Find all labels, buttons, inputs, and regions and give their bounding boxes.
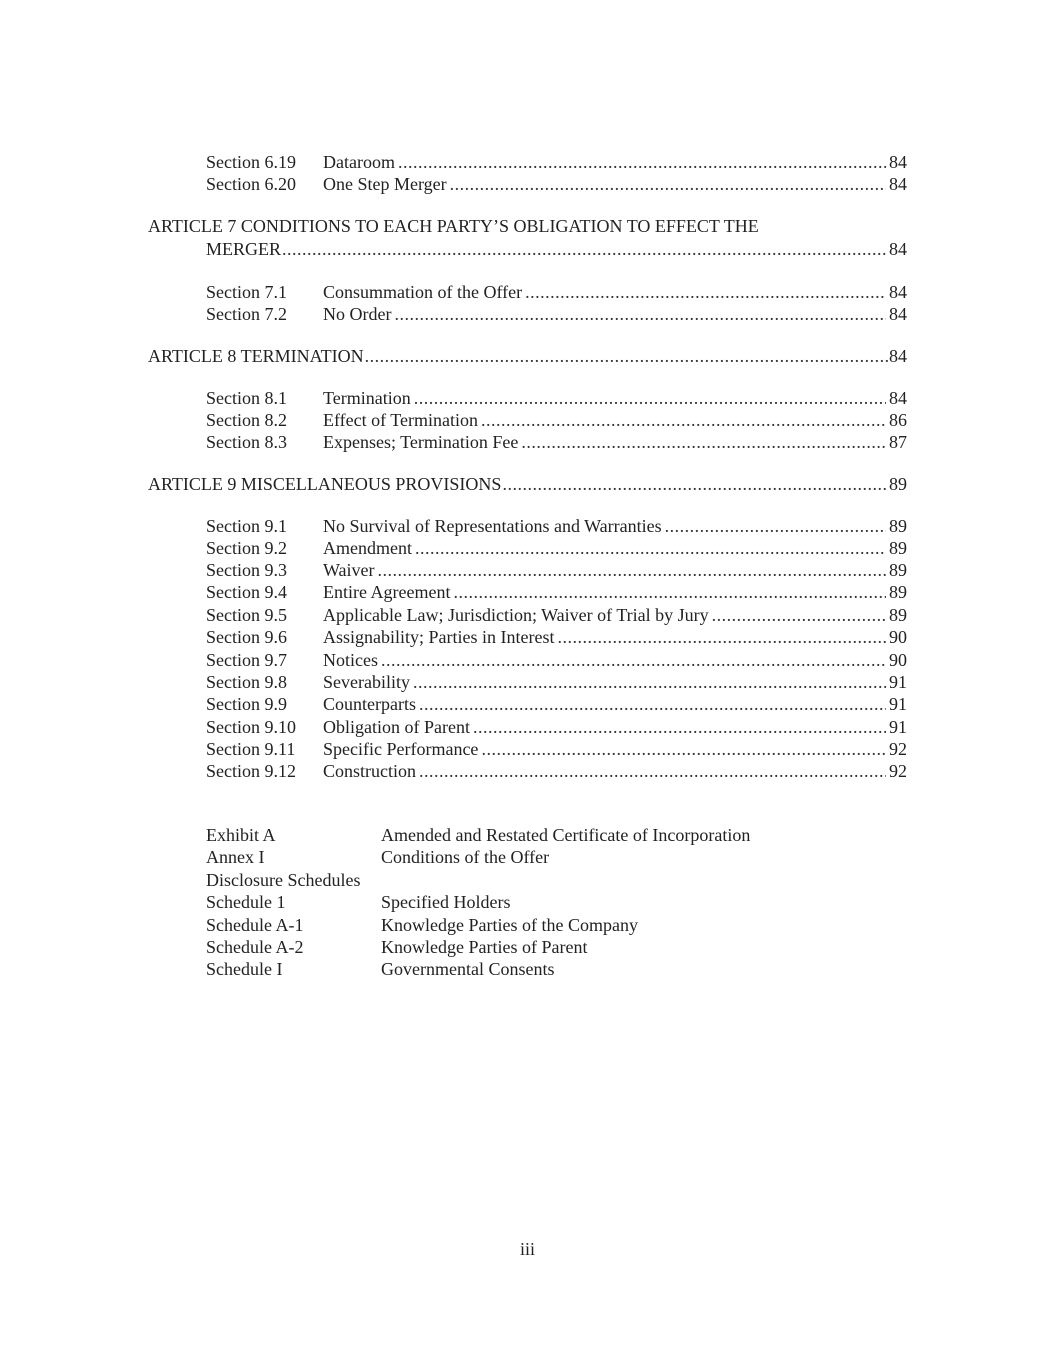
section-title: Notices (323, 650, 378, 670)
toc-entry[interactable] (206, 303, 907, 325)
section-number: Section 9.5 (206, 605, 287, 625)
section-title: Assignability; Parties in Interest (323, 627, 555, 647)
section-title: Construction (323, 761, 416, 781)
section-number: Section 7.1 (206, 282, 287, 302)
schedule-description[interactable]: Specified Holders (381, 892, 511, 912)
page-number: 89 (889, 516, 907, 536)
toc-entry[interactable] (206, 693, 907, 715)
section-number: Section 6.19 (206, 152, 296, 172)
page-number: 89 (889, 582, 907, 602)
section-title: One Step Merger (323, 174, 447, 194)
article-9-heading[interactable] (148, 473, 907, 495)
schedule-description[interactable]: Knowledge Parties of Parent (381, 937, 588, 957)
section-title: Dataroom (323, 152, 395, 172)
dot-leader (525, 281, 886, 303)
toc-entry[interactable] (206, 151, 907, 173)
section-title: Termination (323, 388, 411, 408)
dot-leader (419, 760, 886, 782)
toc-entry[interactable] (206, 409, 907, 431)
section-number: Section 9.1 (206, 516, 287, 536)
article-8-heading[interactable] (148, 345, 907, 367)
dot-leader (557, 626, 886, 648)
dot-leader (282, 238, 888, 260)
toc-entry[interactable] (206, 559, 907, 581)
section-number: Section 9.4 (206, 582, 287, 602)
dot-leader (473, 716, 886, 738)
page-number-footer: iii (519, 1239, 535, 1259)
toc-entry[interactable] (206, 738, 907, 760)
dot-leader (481, 409, 886, 431)
dot-leader (481, 738, 886, 760)
page-number: 84 (889, 304, 907, 324)
section-title: Effect of Termination (323, 410, 479, 430)
section-title: No Survival of Representations and Warranties (323, 516, 662, 536)
section-number: Section 9.12 (206, 761, 296, 781)
dot-leader (419, 693, 886, 715)
section-title: Obligation of Parent (323, 717, 470, 737)
dot-leader (414, 387, 886, 409)
page-number: 84 (889, 239, 907, 259)
toc-entry[interactable] (206, 281, 907, 303)
page-number: 84 (889, 152, 907, 172)
toc-entry[interactable] (206, 537, 907, 559)
page-number: 89 (889, 605, 907, 625)
toc-entry[interactable] (206, 649, 907, 671)
dot-leader (665, 515, 886, 537)
schedule-label: Schedule A-1 (206, 915, 304, 935)
dot-leader (394, 303, 886, 325)
toc-entry[interactable] (206, 431, 907, 453)
dot-leader (415, 537, 886, 559)
section-number: Section 8.3 (206, 432, 287, 452)
section-number: Section 9.11 (206, 739, 296, 759)
section-number: Section 8.1 (206, 388, 287, 408)
section-number: Section 8.2 (206, 410, 287, 430)
toc-entry[interactable] (206, 581, 907, 603)
section-title: Applicable Law; Jurisdiction; Waiver of Trial by Jury (323, 605, 709, 625)
section-number: Section 9.6 (206, 627, 287, 647)
section-title: Counterparts (323, 694, 416, 714)
page-number: 89 (889, 474, 907, 494)
page-number: 92 (889, 761, 907, 781)
section-title: No Order (323, 304, 392, 324)
section-number: Section 6.20 (206, 174, 296, 194)
dot-leader (378, 559, 886, 581)
section-title: Expenses; Termination Fee (323, 432, 519, 452)
page-number: 86 (889, 410, 907, 430)
schedule-description[interactable]: Governmental Consents (381, 959, 555, 979)
section-title: Entire Agreement (323, 582, 451, 602)
section-number: Section 9.8 (206, 672, 287, 692)
exhibit-description[interactable]: Amended and Restated Certificate of Incorporation (381, 825, 751, 845)
section-number: Section 9.3 (206, 560, 287, 580)
dot-leader (413, 671, 886, 693)
exhibit-label: Exhibit A (206, 825, 276, 845)
page-number: 87 (889, 432, 907, 452)
toc-entry[interactable] (206, 716, 907, 738)
article-title: ARTICLE 8 TERMINATION (148, 346, 364, 366)
schedule-label: Schedule I (206, 959, 283, 979)
toc-entry[interactable] (206, 173, 907, 195)
page-number: 91 (889, 717, 907, 737)
toc-entry[interactable] (206, 760, 907, 782)
dot-leader (450, 173, 886, 195)
article-title: MERGER (206, 239, 282, 259)
schedule-description[interactable]: Knowledge Parties of the Company (381, 915, 638, 935)
toc-entry[interactable] (206, 604, 907, 626)
page-number: 84 (889, 346, 907, 366)
dot-leader (502, 473, 888, 495)
article-title: ARTICLE 9 MISCELLANEOUS PROVISIONS (148, 474, 502, 494)
section-number: Section 7.2 (206, 304, 287, 324)
toc-entry[interactable] (206, 626, 907, 648)
page-number: 90 (889, 650, 907, 670)
dot-leader (365, 345, 888, 367)
section-number: Section 9.9 (206, 694, 287, 714)
section-title: Amendment (323, 538, 412, 558)
page-number: 84 (889, 282, 907, 302)
toc-entry[interactable] (206, 515, 907, 537)
page-number: 84 (889, 388, 907, 408)
section-title: Severability (323, 672, 410, 692)
dot-leader (453, 581, 886, 603)
section-number: Section 9.2 (206, 538, 287, 558)
toc-entry[interactable] (206, 671, 907, 693)
annex-label: Annex I (206, 847, 265, 867)
section-number: Section 9.7 (206, 650, 287, 670)
toc-entry[interactable] (206, 387, 907, 409)
page-number: 84 (889, 174, 907, 194)
dot-leader (398, 151, 886, 173)
page-number: 90 (889, 627, 907, 647)
page-number: 92 (889, 739, 907, 759)
schedule-label: Schedule 1 (206, 892, 286, 912)
dot-leader (521, 431, 886, 453)
article-7-heading-continued[interactable] (206, 238, 907, 260)
page-number: 89 (889, 538, 907, 558)
page-number: 91 (889, 672, 907, 692)
disclosure-schedules-heading: Disclosure Schedules (206, 870, 361, 890)
section-title: Waiver (323, 560, 375, 580)
page-number: 91 (889, 694, 907, 714)
article-7-heading[interactable]: ARTICLE 7 CONDITIONS TO EACH PARTY’S OBLIGATION TO EFFECT THE (148, 216, 759, 236)
section-title: Consummation of the Offer (323, 282, 523, 302)
dot-leader (712, 604, 886, 626)
dot-leader (381, 649, 886, 671)
annex-description[interactable]: Conditions of the Offer (381, 847, 550, 867)
page-number: 89 (889, 560, 907, 580)
section-title: Specific Performance (323, 739, 479, 759)
schedule-label: Schedule A-2 (206, 937, 304, 957)
section-number: Section 9.10 (206, 717, 296, 737)
